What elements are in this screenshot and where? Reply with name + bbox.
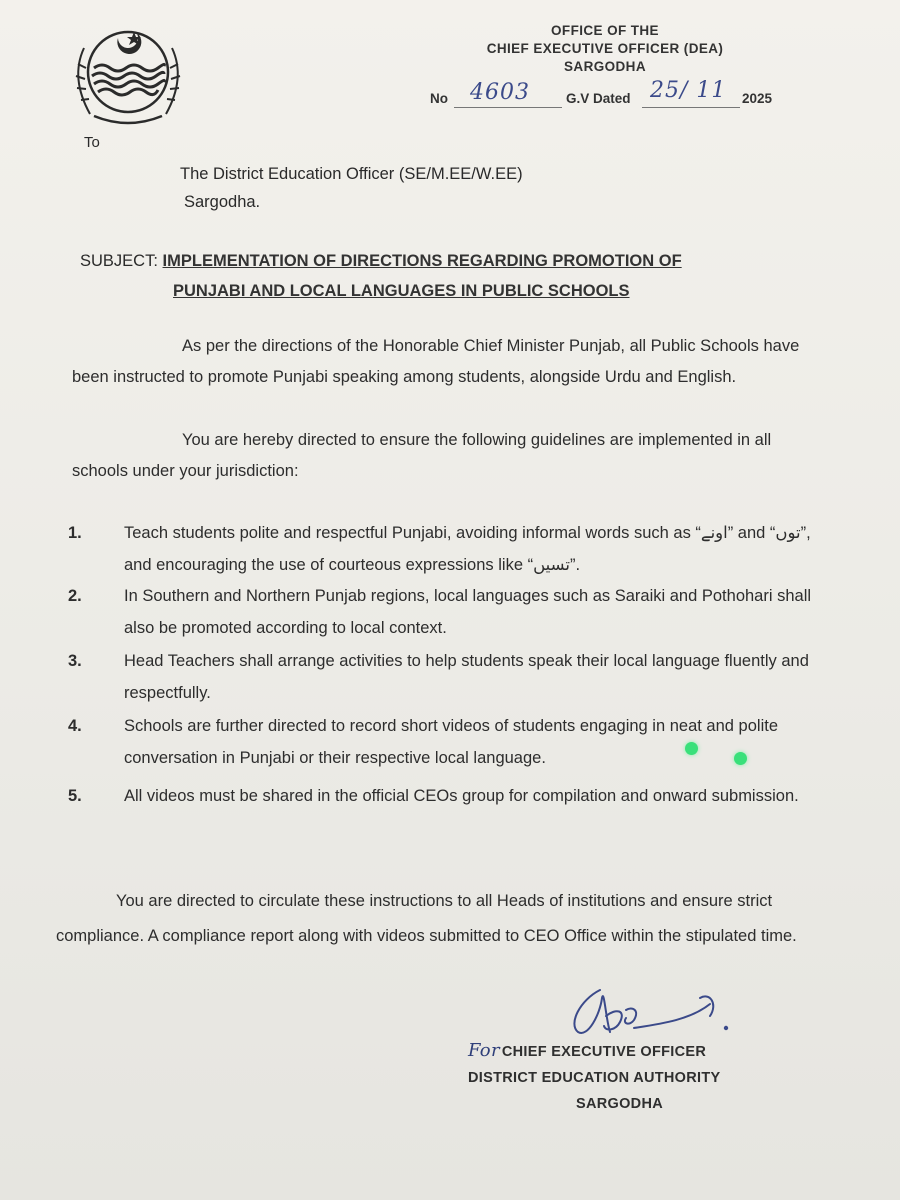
office-heading-line: OFFICE OF THE xyxy=(551,23,659,38)
signature-line-1 xyxy=(468,1038,798,1065)
guideline-text: All videos must be shared in the official CEOs group for compilation and onward submission. xyxy=(124,787,799,805)
subject-block xyxy=(80,246,800,300)
guideline-number: 2. xyxy=(68,587,82,605)
number-underline xyxy=(454,107,562,108)
punjab-emblem-logo xyxy=(64,18,192,130)
handwritten-date: 25/ 11 xyxy=(650,78,727,103)
office-heading-line: CHIEF EXECUTIVE OFFICER (DEA) xyxy=(486,41,724,56)
closing-paragraph xyxy=(56,884,846,954)
recipient-line: Sargodha. xyxy=(184,193,261,211)
number-label: No xyxy=(430,91,448,106)
guideline-text: Teach students polite and respectful Punjabi, avoiding informal words such as “اونے” and “توں”, and encouraging the use of courteous expressions like “تسیں”. xyxy=(124,524,811,574)
subject-title-line-1: IMPLEMENTATION OF DIRECTIONS REGARDING PROMOTION OF xyxy=(162,252,682,270)
paragraph-text: As per the directions of the Honorable Chief Minister Punjab, all Public Schools have been instructed to promote Punjabi speaking among students, alongside Urdu and English. xyxy=(72,337,800,386)
office-heading xyxy=(470,22,740,76)
guideline-number: 3. xyxy=(68,652,82,670)
gv-dated-label: G.V Dated xyxy=(566,91,631,106)
paragraph-guidelines-intro xyxy=(72,425,812,487)
signature-line-2: DISTRICT EDUCATION AUTHORITY xyxy=(468,1070,721,1086)
closing-text: You are directed to circulate these instructions to all Heads of institutions and ensure strict compliance. A compliance report along with videos submitted to CEO Office within the stipulated time. xyxy=(56,892,797,945)
guideline-text: Schools are further directed to record short videos of students engaging in neat and polite conversation in Punjabi or their respective local language. xyxy=(124,717,778,767)
signature-block xyxy=(468,1038,798,1117)
signature-line-3: SARGODHA xyxy=(576,1096,663,1112)
recipient-address xyxy=(180,160,523,216)
handwritten-number: 4603 xyxy=(470,80,530,105)
to-label: To xyxy=(84,134,100,151)
guideline-number: 4. xyxy=(68,717,82,735)
handwritten-for: For xyxy=(468,1040,500,1061)
recipient-line: The District Education Officer (SE/M.EE/W.EE) xyxy=(180,165,523,183)
office-heading-line: SARGODHA xyxy=(564,59,646,74)
subject-label: SUBJECT: xyxy=(80,252,158,270)
guideline-text: Head Teachers shall arrange activities to help students speak their local language fluently and respectfully. xyxy=(124,652,809,702)
reference-line xyxy=(430,78,810,112)
paragraph-directions xyxy=(72,331,812,393)
year-label: 2025 xyxy=(742,91,773,106)
green-highlight-dot xyxy=(734,752,747,765)
guideline-number: 1. xyxy=(68,524,82,542)
paragraph-text: You are hereby directed to ensure the following guidelines are implemented in all schools under your jurisdiction: xyxy=(72,431,772,480)
guideline-number: 5. xyxy=(68,787,82,805)
guideline-text: In Southern and Northern Punjab regions, local languages such as Saraiki and Pothohari shall also be promoted according to local context. xyxy=(124,587,812,637)
date-underline xyxy=(642,107,740,108)
signature-title: CHIEF EXECUTIVE OFFICER xyxy=(501,1044,707,1060)
green-highlight-dot xyxy=(685,742,698,755)
subject-title-line-2: PUNJABI AND LOCAL LANGUAGES IN PUBLIC SCHOOLS xyxy=(173,282,630,300)
